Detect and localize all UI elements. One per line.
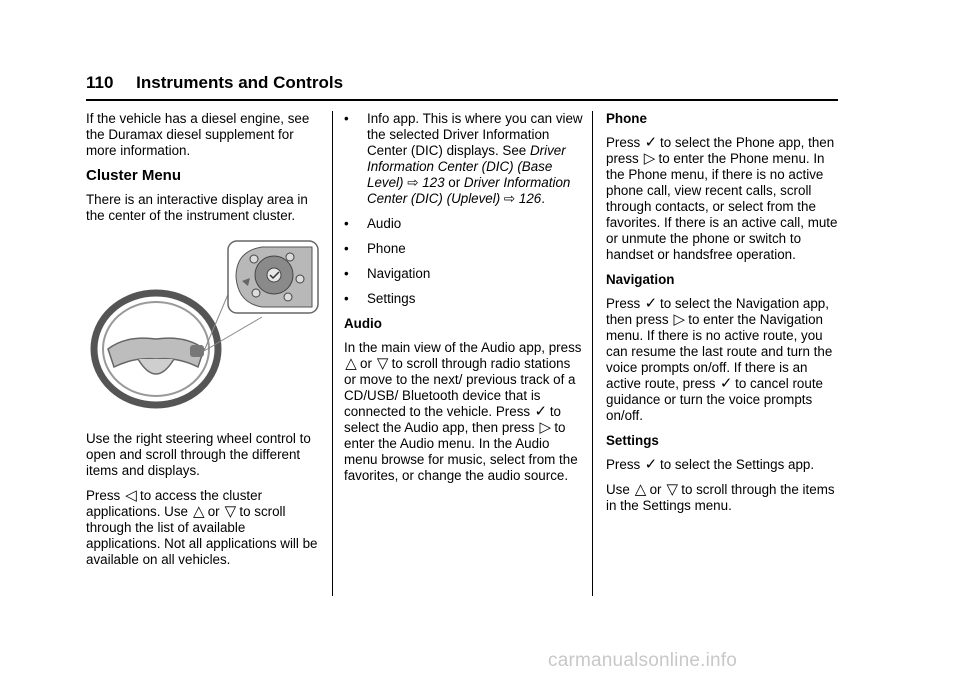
down-arrow-icon: ▽ <box>376 355 389 372</box>
reference-arrow-icon: ⇨ <box>503 191 516 206</box>
right-arrow-icon: ▷ <box>643 150 656 167</box>
page-header <box>86 73 343 93</box>
dic-base-link[interactable]: Driver Information Center (DIC) (Base Level) <box>367 143 566 190</box>
check-icon: ✓ <box>644 456 658 473</box>
access-text: Press ◁ to access the cluster applications. Use △ or ▽ to scroll through the list of available applications. Not all applications will be available on all vehicles. <box>86 487 318 567</box>
down-arrow-icon: ▽ <box>666 481 678 498</box>
section-title: Cluster Menu <box>86 167 182 184</box>
steering-control-text: Use the right steering wheel control to open and scroll through the different items and displays. <box>86 431 311 478</box>
list-item: • Info app. This is where you can view the selected Driver Information Center (DIC) displays. See Driver Information Center (DIC) (Base Level) ⇨ 123 or Driver Information Center (DIC) (Uplevel) ⇨ 126. <box>344 111 583 206</box>
list-item: • Navigation <box>344 266 431 281</box>
column-1 <box>86 111 322 577</box>
back-button-icon: ◁ <box>125 487 137 504</box>
navigation-text: Press ✓ to select the Navigation app, then press ▷ to enter the Navigation menu. If there is no active route, you can resume the last route and turn the voice prompts on/off. If there is an active route, press ✓ to cancel route guidance or turn the voice prompts on/off. <box>606 295 833 423</box>
navigation-heading: Navigation <box>606 272 675 287</box>
settings-text-1: Press ✓ to select the Settings app. <box>606 456 815 473</box>
up-arrow-icon: △ <box>192 503 205 520</box>
phone-text: Press ✓ to select the Phone app, then press ▷ to enter the Phone menu. In the Phone menu, if there is no active phone call, view recent calls, scroll through contacts, or select from the favorites. If there is an active call, mute or unmute the phone or switch to handset or handsfree operation. <box>606 134 838 262</box>
list-item: • Phone <box>344 241 406 256</box>
steering-wheel-illustration <box>86 239 322 409</box>
audio-heading: Audio <box>344 316 382 331</box>
list-item: • Settings <box>344 291 416 306</box>
settings-text-2: Use △ or ▽ to scroll through the items in the Settings menu. <box>606 481 835 513</box>
column-divider-2 <box>592 111 593 596</box>
up-arrow-icon: △ <box>345 355 357 372</box>
settings-heading: Settings <box>606 433 659 448</box>
dic-uplevel-link[interactable]: Driver Information Center (DIC) (Uplevel) <box>367 175 571 206</box>
list-item: • Audio <box>344 216 402 231</box>
phone-heading: Phone <box>606 111 647 126</box>
up-arrow-icon: △ <box>634 481 647 498</box>
reference-arrow-icon: ⇨ <box>407 175 419 190</box>
check-icon: ✓ <box>534 403 548 420</box>
down-arrow-icon: ▽ <box>224 503 237 520</box>
column-divider-1 <box>332 111 333 596</box>
column-3 <box>606 111 844 523</box>
right-arrow-icon: ▷ <box>673 311 686 328</box>
diesel-note: If the vehicle has a diesel engine, see the Duramax diesel supplement for more information. <box>86 111 310 158</box>
check-icon: ✓ <box>719 375 733 392</box>
check-icon: ✓ <box>644 134 658 151</box>
audio-text: In the main view of the Audio app, press △ or ▽ to scroll through radio stations or move to the next/ previous track of a CD/USB/ Bluetooth device that is connected to the vehicle. Press ✓ to select the Audio app, then press ▷ to enter the Audio menu. In the Audio menu browse for music, select from the favorites, or change the audio source. <box>344 340 582 483</box>
check-icon: ✓ <box>644 295 658 312</box>
cluster-intro: There is an interactive display area in the center of the instrument cluster. <box>86 192 308 223</box>
watermark: carmanualsonline.info <box>548 650 738 671</box>
page-number: 110 <box>86 73 114 92</box>
right-arrow-icon: ▷ <box>539 419 552 436</box>
column-2 <box>344 111 584 493</box>
header-rule <box>86 99 838 101</box>
chapter-title: Instruments and Controls <box>136 73 344 92</box>
